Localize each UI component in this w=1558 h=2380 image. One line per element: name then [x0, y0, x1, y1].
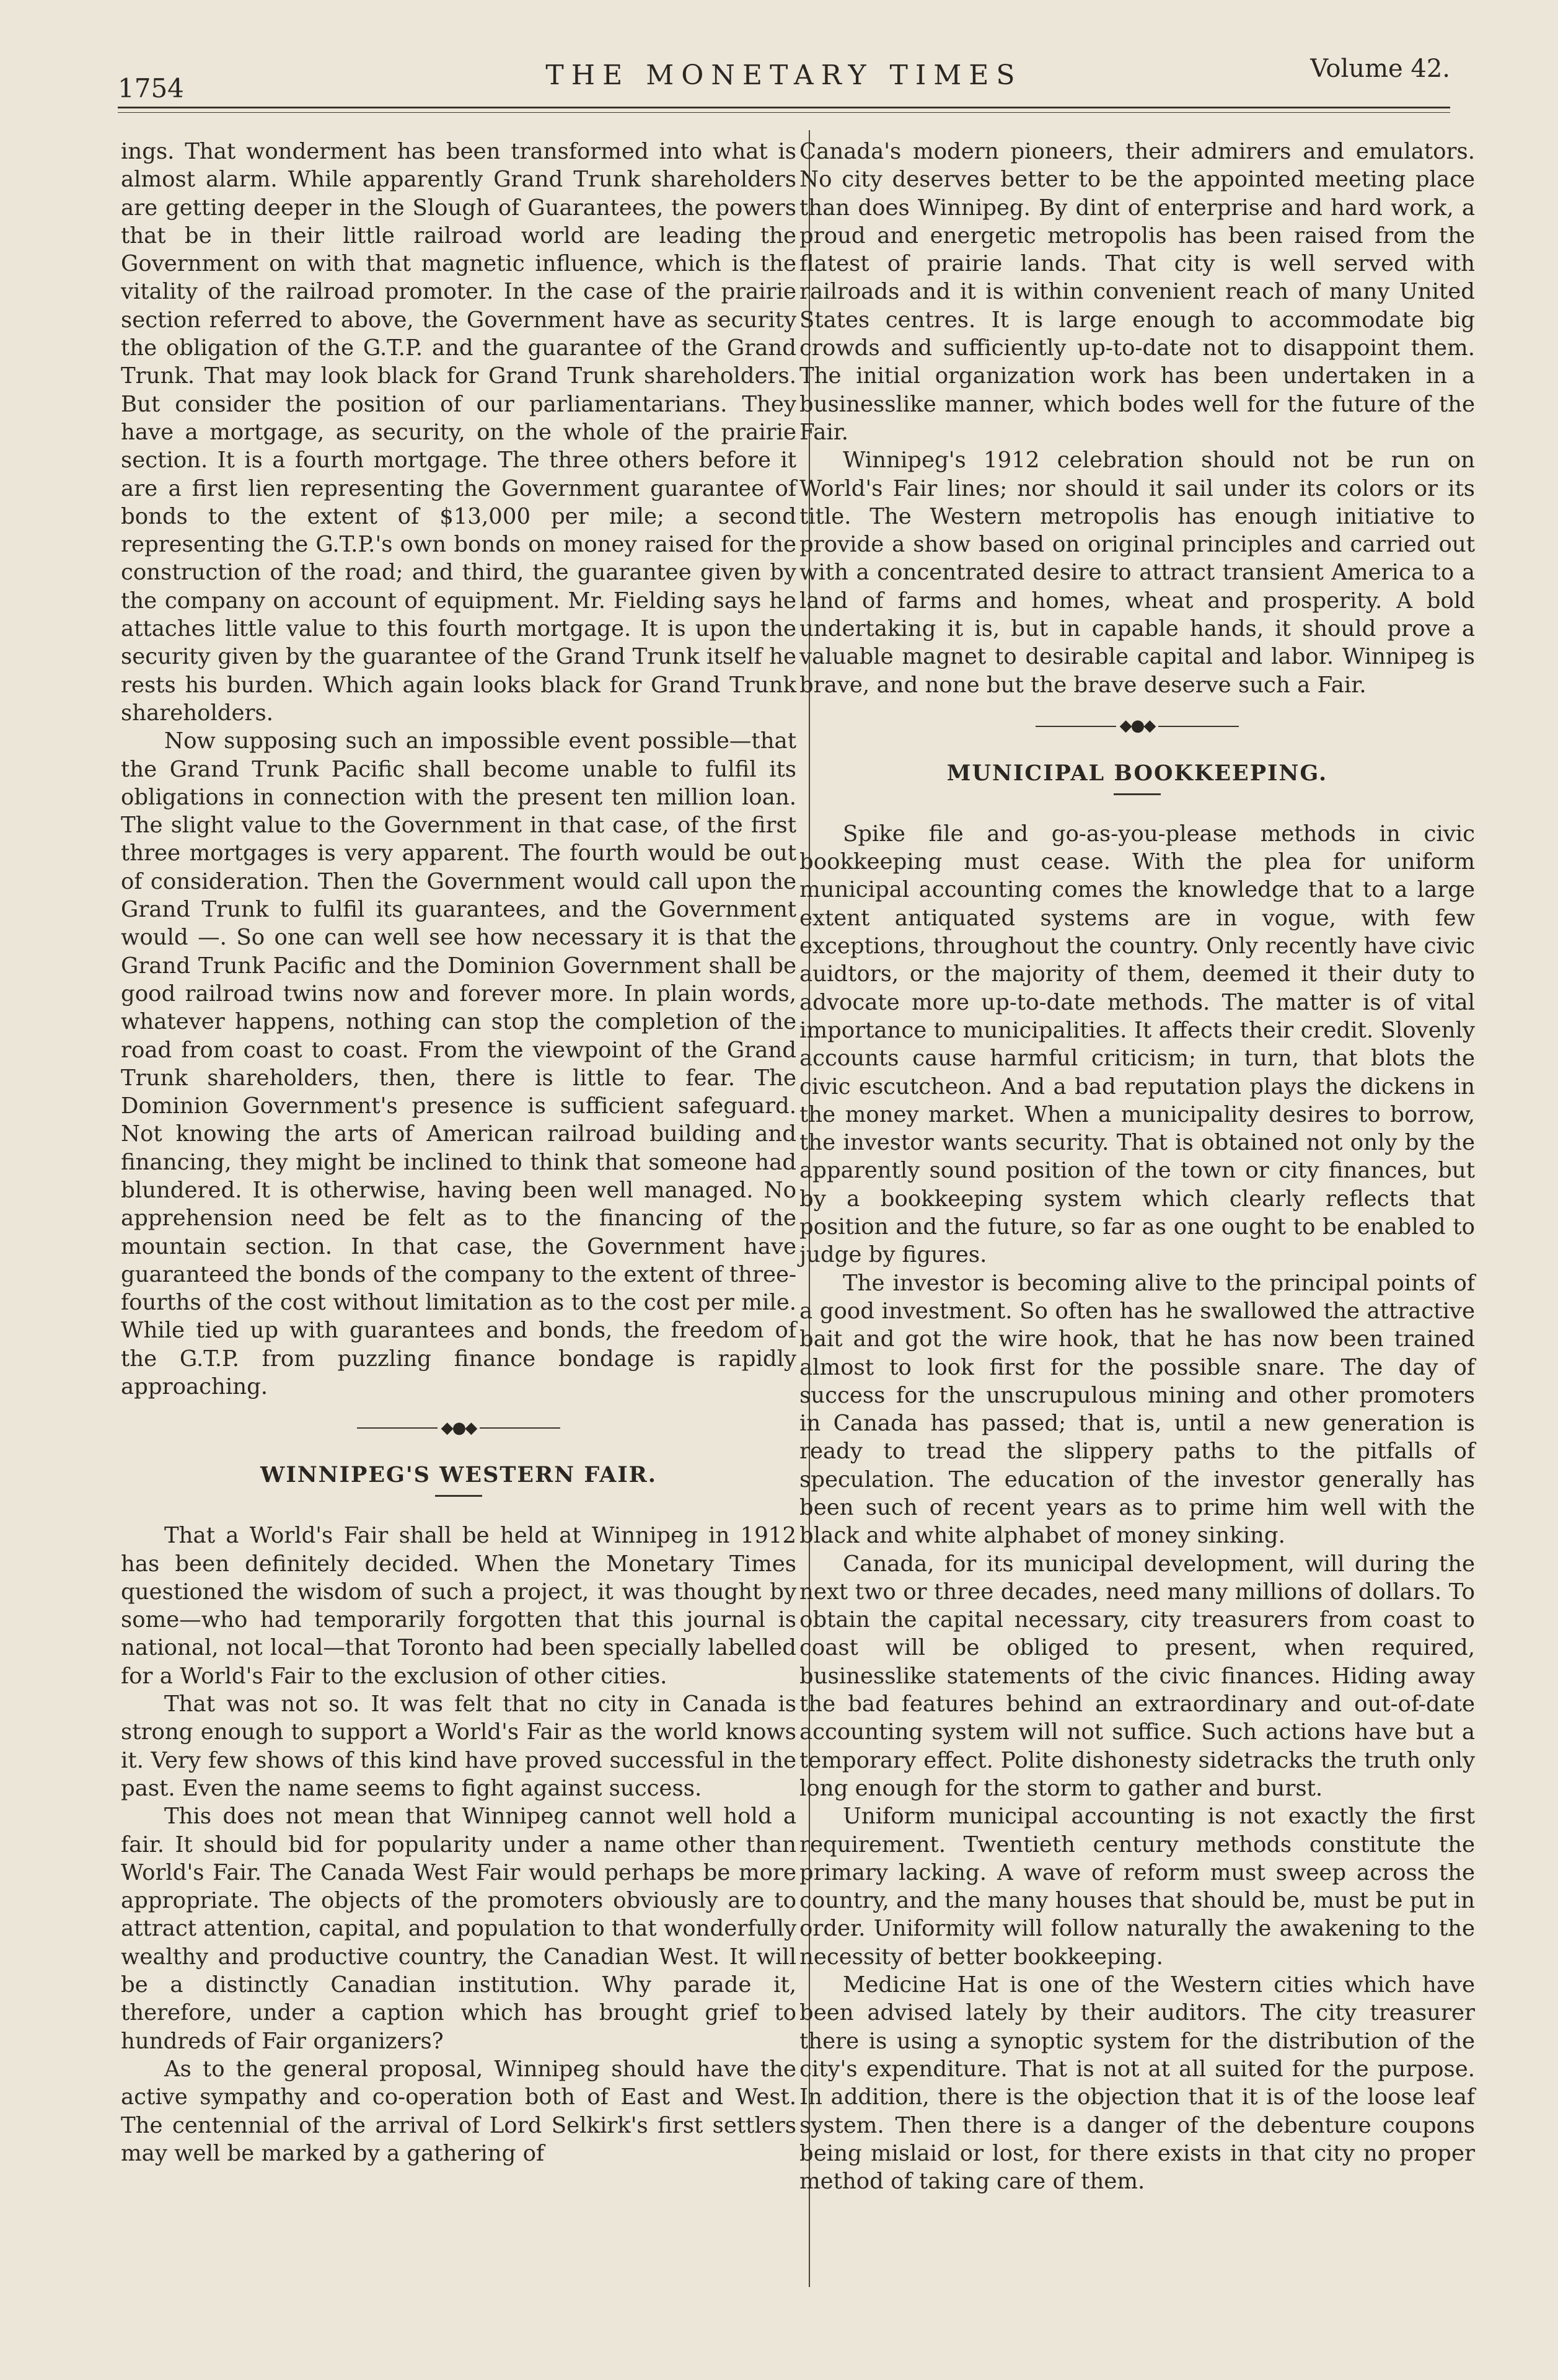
header-rule-thin: [118, 112, 1450, 113]
paragraph: Winnipeg's 1912 celebration should not be run on World's Fair lines; nor should it sail under its colors or its title. The Western metropolis has enough initiative to provide a show based on original principles and carried out with a concentrated desire to attract transient America to a land of farms and homes, wheat and prosperity. A bold undertaking it is, but in capable hands, it should prove a valuable magnet to desirable capital and labor. Winnipeg is brave, and none but the brave deserve such a Fair.: [799, 447, 1475, 698]
header-rule-thick: [118, 107, 1450, 108]
paragraph: As to the general proposal, Winnipeg should have the active sympathy and co-operation both of East and West. The centennial of the arrival of Lord Selkirk's first settlers may well be marked by a gathering of: [121, 2056, 796, 2166]
page-number: 1754: [118, 73, 184, 104]
volume-label: Volume 42.: [1310, 55, 1450, 83]
title-rule: [435, 1495, 482, 1497]
paragraph: Spike file and go-as-you-please methods in civic bookkeeping must cease. With the plea for uniform municipal accounting comes the knowledge that to a large extent antiquated systems are in vogue, with few exceptions, throughout the country. Only recently have civic auidtors, or the majority of them, deemed it their duty to advocate more up-to-date methods. The matter is of vital importance to municipalities. It affects their credit. Slovenly accounts cause harmful criticism; in turn, that blots the civic escutcheon. And a bad reputation plays the dickens in the money market. When a municipality desires to borrow, the investor wants security. That is obtained not only by the apparently sound position of the town or city finances, but by a bookkeeping system which clearly reflects that position and the future, so far as one ought to be enabled to judge by figures.: [799, 821, 1475, 1268]
paragraph: Canada, for its municipal development, will during the next two or three decades, need many millions of dollars. To obtain the capital necessary, city treasurers from coast to coast will be obliged to present, when required, businesslike statements of the civic finances. Hiding away the bad features behind an extraordinary and out-of-date accounting system will not suffice. Such actions have but a temporary effect. Polite dishonesty sidetracks the truth only long enough for the storm to gather and burst.: [799, 1551, 1475, 1801]
paragraph: Uniform municipal accounting is not exactly the first requirement. Twentieth century methods constitute the primary lacking. A wave of reform must sweep across the country, and the many houses that should be, must be put in order. Uniformity will follow naturally the awakening to the necessity of better bookkeeping.: [799, 1804, 1475, 1970]
masthead-title: THE MONETARY TIMES: [545, 60, 1023, 91]
ornament-icon: ◆●◆: [1119, 716, 1155, 736]
title-rule: [1114, 793, 1161, 795]
paragraph: Medicine Hat is one of the Western cities which have been advised lately by their auditors. The city treasurer there is using a synoptic system for the distribution of the city's expenditure. That is not at all suited for the purpose. In addition, there is the objection that it is of the loose leaf system. Then there is a danger of the debenture coupons being mislaid or lost, for there exists in that city no proper method of taking care of them.: [799, 1972, 1475, 2195]
ornament-icon: ◆●◆: [441, 1418, 477, 1437]
section-title-winnipeg-fair: WINNIPEG'S WESTERN FAIR.: [260, 1462, 657, 1488]
paragraph: The investor is becoming alive to the principal points of a good investment. So often has he swallowed the attractive bait and got the wire hook, that he has now been trained almost to look first for the possible snare. The day of success for the unscrupulous mining and other promoters in Canada has passed; that is, until a new generation is ready to tread the slippery paths to the pitfalls of speculation. The education of the investor generally has been such of recent years as to prime him well with the black and white alphabet of money sinking.: [799, 1270, 1475, 1549]
paragraph: Canada's modern pioneers, their admirers and emulators. No city deserves better to be the appointed meeting place than does Winnipeg. By dint of enterprise and hard work, a proud and energetic metropolis has been raised from the flatest of prairie lands. That city is well served with railroads and it is within convenient reach of many United States centres. It is large enough to accommodate big crowds and sufficiently up-to-date not to disappoint them. The initial organization work has been undertaken in a businesslike manner, which bodes well for the future of the Fair.: [799, 139, 1475, 445]
page-header: [118, 55, 1450, 110]
paragraph: This does not mean that Winnipeg cannot well hold a fair. It should bid for popularity under a name other than World's Fair. The Canada West Fair would perhaps be more appropriate. The objects of the promoters obviously are to attract attention, capital, and population to that wonderfully wealthy and productive country, the Canadian West. It will be a distinctly Canadian institution. Why parade it, therefore, under a caption which has brought grief to hundreds of Fair organizers?: [121, 1804, 796, 2054]
paragraph: ings. That wonderment has been transformed into what is almost alarm. While apparently Grand Trunk shareholders are getting deeper in the Slough of Guarantees, the powers that be in their little railroad world are leading the Government on with that magnetic influence, which is the vitality of the railroad promoter. In the case of the prairie section referred to above, the Government have as security the obligation of the G.T.P. and the guarantee of the Grand Trunk. That may look black for Grand Trunk shareholders. But consider the position of our parliamentarians. They have a mortgage, as security, on the whole of the prairie section. It is a fourth mortgage. The three others before it are a first lien representing the Government guarantee of bonds to the extent of $13,000 per mile; a second representing the G.T.P.'s own bonds on money raised for the construction of the road; and third, the guarantee given by the company on account of equipment. Mr. Fielding says he attaches little value to this fourth mortgage. It is upon the security given by the guarantee of the Grand Trunk itself he rests his burden. Which again looks black for Grand Trunk shareholders.: [121, 139, 796, 726]
paragraph: That was not so. It was felt that no city in Canada is strong enough to support a World's Fair as the world knows it. Very few shows of this kind have proved successful in the past. Even the name seems to fight against success.: [121, 1691, 796, 1801]
section-ornament: [799, 712, 1475, 741]
paragraph: That a World's Fair shall be held at Winnipeg in 1912 has been definitely decided. When the Monetary Times questioned the wisdom of such a project, it was thought by some—who had temporarily forgotten that this journal is national, not local—that Toronto had been specially labelled for a World's Fair to the exclusion of other cities.: [121, 1523, 796, 1689]
left-column: [121, 138, 796, 2167]
paragraph: Now supposing such an impossible event possible—that the Grand Trunk Pacific shall become unable to fulfil its obligations in connection with the present ten million loan. The slight value to the Government in that case, of the first three mortgages is very apparent. The fourth would be out of consideration. Then the Government would call upon the Grand Trunk to fulfil its guarantees, and the Government would —. So one can well see how necessary it is that the Grand Trunk Pacific and the Dominion Government shall be good railroad twins now and forever more. In plain words, whatever happens, nothing can stop the completion of the road from coast to coast. From the viewpoint of the Grand Trunk shareholders, then, there is little to fear. The Dominion Government's presence is sufficient safeguard. Not knowing the arts of American railroad building and financing, they might be inclined to think that someone had blundered. It is otherwise, having been well managed. No apprehension need be felt as to the financing of the mountain section. In that case, the Government have guaranteed the bonds of the company to the extent of three-fourths of the cost without limitation as to the cost per mile. While tied up with guarantees and bonds, the freedom of the G.T.P. from puzzling finance bondage is rapidly approaching.: [121, 728, 796, 1400]
section-title-municipal-bookkeeping: MUNICIPAL BOOKKEEPING.: [946, 760, 1328, 786]
section-ornament: [121, 1413, 796, 1442]
right-column: [799, 138, 1475, 2195]
